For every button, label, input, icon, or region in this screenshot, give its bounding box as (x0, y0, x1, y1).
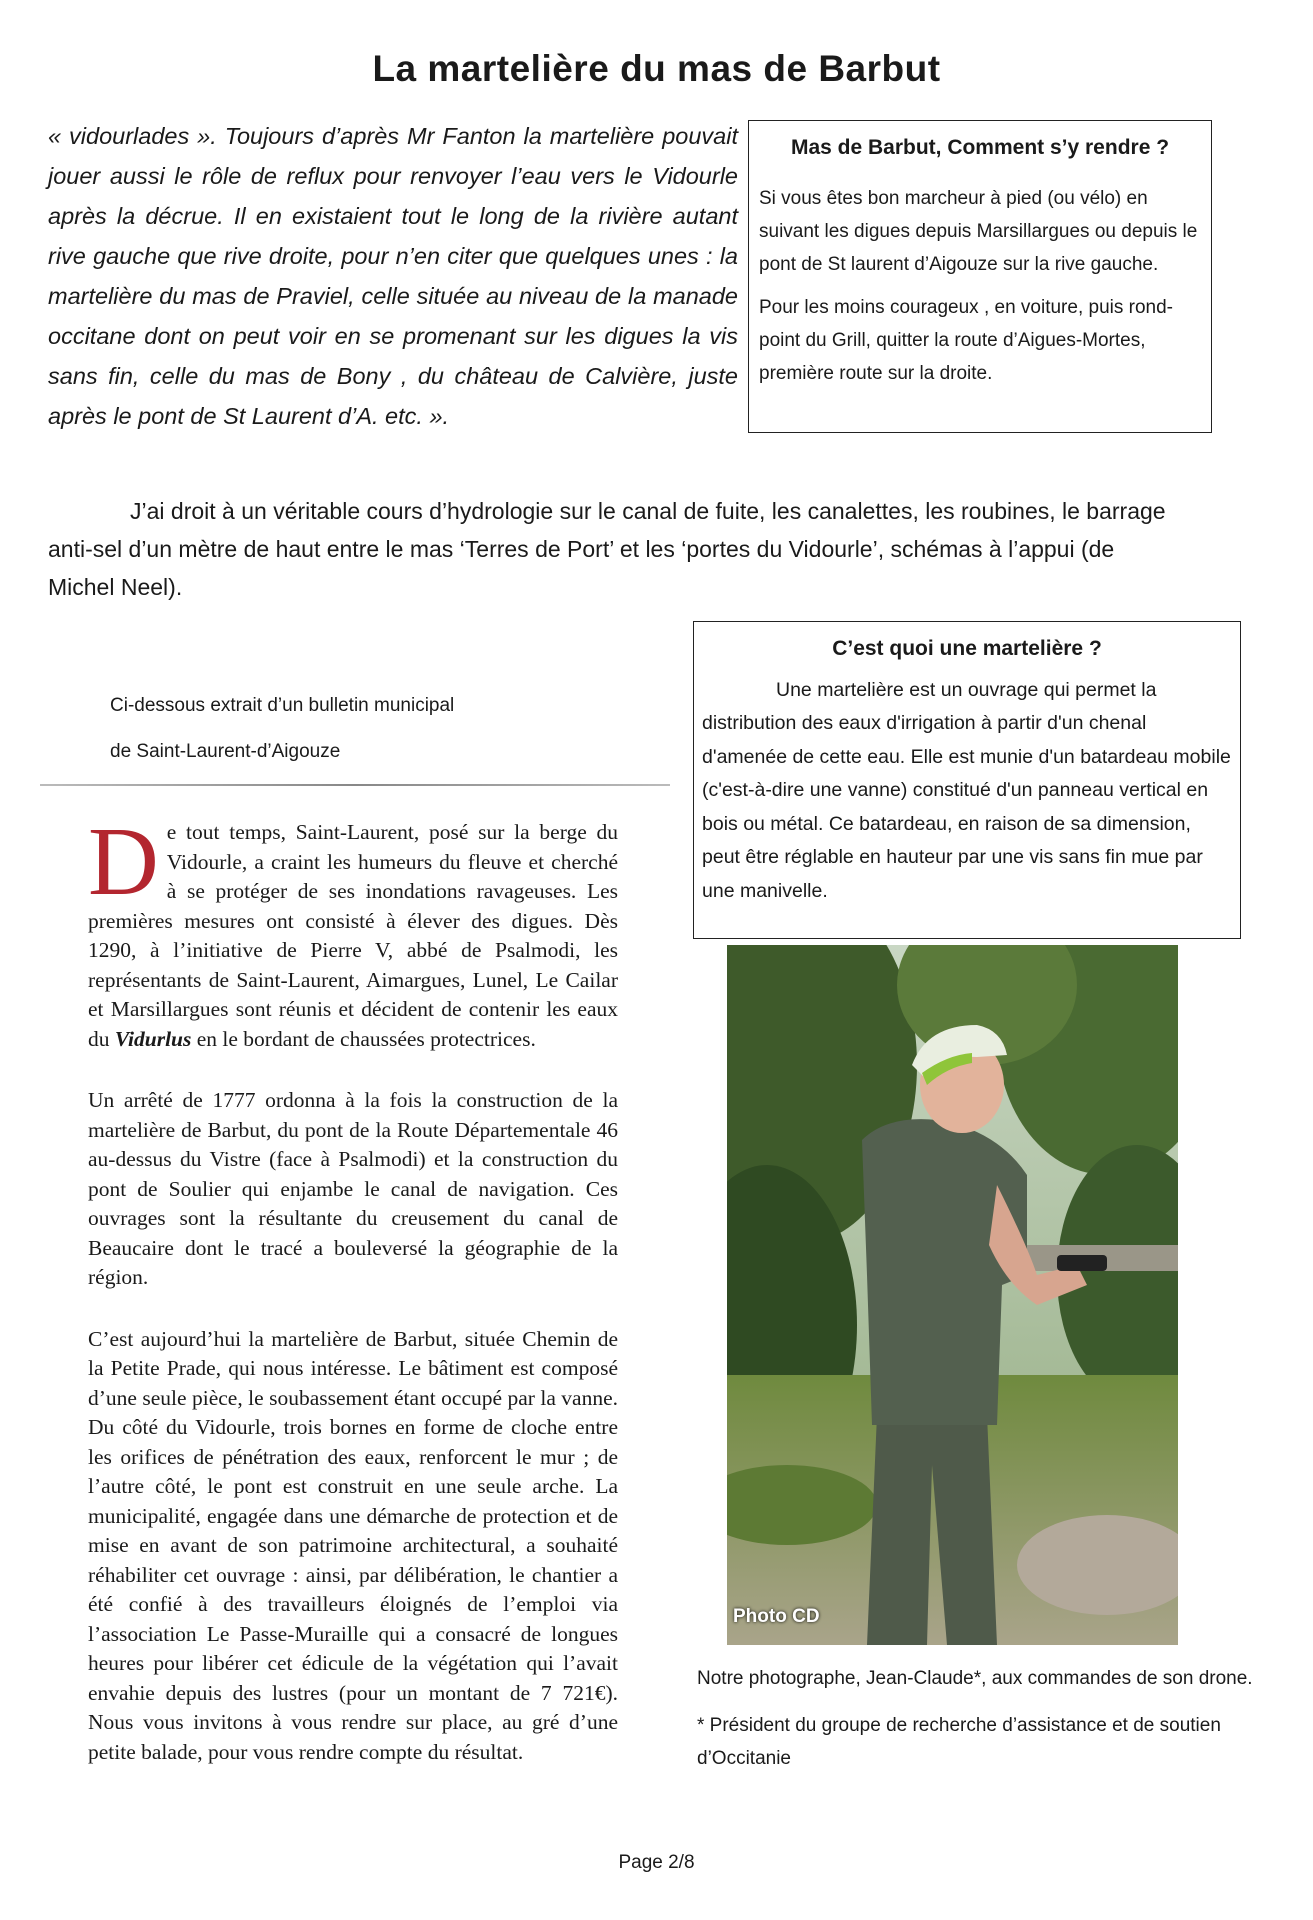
bulletin-paragraph-2: Un arrêté de 1777 ordonna à la fois la construction de la martelière de Barbut, du pont de la Route Départementale 46 au-dessus du Vistre (face à Psalmodi) et la construction du pont de Soulier qui enjambe le canal de navigation. Ces ouvrages sont la résultante du creusement du canal de Beaucaire dont le tracé a bouleversé la géographie de la région. (88, 1088, 618, 1289)
bulletin-extract-label (110, 683, 590, 775)
extract-label-line-1: Ci-dessous extrait d’un bulletin municipal (110, 695, 455, 716)
definition-paragraph (702, 674, 1232, 909)
directions-box (748, 120, 1212, 433)
drop-cap-letter: D (88, 808, 159, 916)
bulletin-paragraph-1: De tout temps, Saint-Laurent, posé sur la berge du Vidourle, a craint les humeurs du fleuve et cherché à se protéger de ses inondations ravageuses. Les premières mesures ont consisté à élever des digues. Dès 1290, à l’initiative de Pierre V, abbé de Psalmodi, les représentants de Saint-Laurent, Aimargues, Lunel, Le Cailar et Marsillargues sont réunis et décident de contenir les eaux du Vidurlus en le bordant de chaussées protectrices. (88, 808, 618, 1051)
definition-box (693, 621, 1241, 939)
section-divider (40, 784, 670, 786)
intro-paragraph: « vidourlades ». Toujours d’après Mr Fanton la martelière pouvait jouer aussi le rôle de reflux pour renvoyer l’eau vers le Vidourle après la décrue. Il en existaient tout le long de la rivière autant rive gauche que rive droite, pour n’en citer que quelques unes : la martelière du mas de Praviel, celle située au niveau de la manade occitane dont on peut voir en se promenant sur les digues la vis sans fin, celle du mas de Bony , du château de Calvière, juste après le pont de St Laurent d’A. etc. ». (48, 123, 738, 429)
caption-line-1: Notre photographe, Jean-Claude*, aux commandes de son drone. (697, 1668, 1253, 1689)
photo-caption (697, 1662, 1257, 1789)
extract-label-line-2: de Saint-Laurent-d’Aigouze (110, 741, 341, 762)
directions-text-walk: Si vous êtes bon marcheur à pied (ou vélo) en suivant les digues depuis Marsillargues ou depuis le pont de St laurent d’Aigouze sur la rive gauche. (759, 188, 1198, 275)
bulletin-paragraph-3: C’est aujourd’hui la martelière de Barbut, située Chemin de la Petite Prade, qui nous intéresse. Le bâtiment est composé d’une seule pièce, le soubassement étant occupé par la vanne. Du côté du Vidourle, trois bornes en forme de cloche entre les orifices de pénétration des eaux, renforcent le mur ; de l’autre côté, le pont est construit en une seule arche. La municipalité, engagée dans une démarche de protection et de mise en avant de son patrimoine architectural, a souhaité réhabiliter cet ouvrage : ainsi, par délibération, le chantier a été confié à des travailleurs éloignés de l’emploi via l’association Le Passe-Muraille qui a consacré de longues heures pour libérer cet édicule de la végétation qui l’avait envahie depuis des lustres (pour un montant de 7 721€). Nous vous invitons à vous rendre sur place, au gré d’une petite balade, pour vous rendre compte du résultat. (88, 1326, 618, 1764)
hydrology-paragraph (48, 492, 1178, 606)
directions-text-car: Pour les moins courageux , en voiture, puis rond-point du Grill, quitter la route d’Aigues-Mortes, première route sur la droite. (759, 297, 1173, 384)
definition-text: Une martelière est un ouvrage qui permet la distribution des eaux d'irrigation à partir d'un chenal d'amenée de cette eau. Elle est munie d'un batardeau mobile (c'est-à-dire une vanne) constitué d'un panneau vertical en bois ou métal. Ce batardeau, en raison de sa dimension, peut être réglable en hauteur par une vis sans fin mue par une manivelle. (702, 678, 1231, 902)
bulletin-article (88, 808, 618, 1767)
latin-river-name: Vidurlus (114, 1026, 192, 1051)
definition-heading: C’est quoi une martelière ? (832, 637, 1102, 660)
directions-heading: Mas de Barbut, Comment s’y rendre ? (790, 136, 1170, 159)
hydrology-text: J’ai droit à un véritable cours d’hydrologie sur le canal de fuite, les canalettes, les roubines, le barrage anti-sel d’un mètre de haut entre le mas ‘Terres de Port’ et les ‘portes du Vidourle’, schémas à l’appui (de Michel Neel). (48, 498, 1166, 600)
photo-illustration (727, 945, 1178, 1645)
page-number: Page 2/8 (618, 1852, 695, 1873)
photo-credit: Photo CD (733, 1606, 820, 1627)
page-title: La martelière du mas de Barbut (372, 48, 941, 89)
caption-footnote: * Président du groupe de recherche d’assistance et de soutien d’Occitanie (697, 1715, 1221, 1769)
photographer-photo (727, 945, 1178, 1645)
